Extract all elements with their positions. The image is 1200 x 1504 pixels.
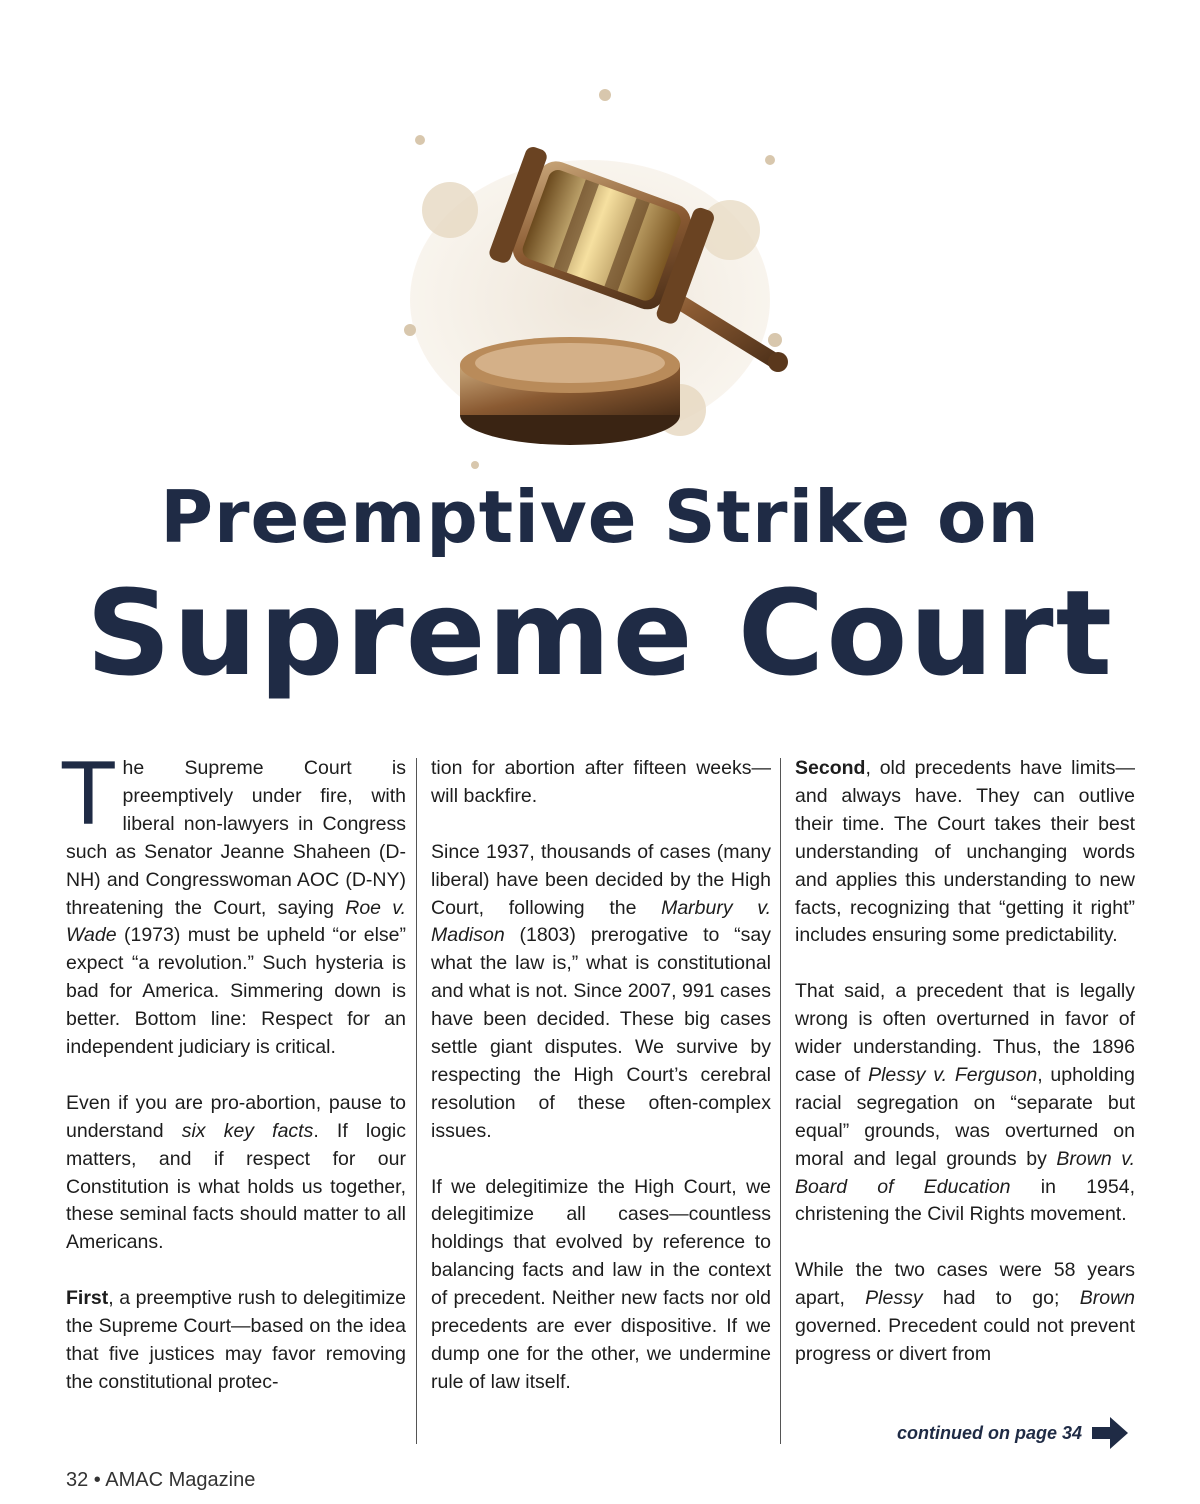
article-column-1 bbox=[62, 745, 406, 1425]
point-label: Second bbox=[795, 757, 866, 779]
case-name: Plessy v. Ferguson bbox=[868, 1063, 1038, 1086]
emphasis: six key facts bbox=[181, 1119, 314, 1142]
case-name: Roe v. Wade bbox=[66, 896, 406, 947]
text: had to go; bbox=[922, 1287, 1080, 1310]
case-name: Marbury v. Madison bbox=[431, 896, 771, 947]
text: , upholding racial segregation on “separate but equal” grounds, was overturned on moral and legal grounds by bbox=[795, 1063, 1135, 1170]
paragraph bbox=[66, 1090, 406, 1257]
case-name: Brown bbox=[1079, 1287, 1135, 1310]
text: in 1954, christening the Civil Rights movement. bbox=[795, 1175, 1135, 1226]
paragraph: If we delegitimize the High Court, we delegitimize all cases—countless holdings that evolved by reference to balancing facts and law in the context of precedent. Neither new facts nor old precedents are ever dispositive. If we dump one for the other, we undermine rule of law itself. bbox=[431, 1175, 771, 1393]
continued-link[interactable] bbox=[897, 1415, 1130, 1451]
text: Since 1937, thousands of cases (many liberal) have been decided by the High Court, following the bbox=[431, 840, 771, 919]
paragraph bbox=[795, 755, 1135, 950]
text: he Supreme Court is preemptively under fire, with liberal non-lawyers in Congress such as Senator Jeanne Shaheen (D-NH) and Congresswoman AOC (D-NY) threatening the Court, saying bbox=[66, 757, 406, 919]
column-divider bbox=[416, 758, 417, 1444]
headline-line-1: Preemptive Strike on bbox=[160, 475, 1040, 559]
text: , a preemptive rush to delegitimize the Supreme Court—based on the idea that five justices may favor removing the constitutional protec- bbox=[66, 1287, 406, 1393]
text: Even if you are pro-abortion, pause to understand bbox=[66, 1091, 406, 1142]
text: (1973) must be upheld “or else” expect “a revolution.” Such hysteria is bad for America. Simmering down is better. Bottom line: Respect for an independent judiciary is critical. bbox=[66, 924, 406, 1059]
page-footer: 32 • AMAC Magazine bbox=[66, 1469, 256, 1491]
gavel-illustration bbox=[380, 80, 800, 470]
headline-line-2: Supreme Court bbox=[85, 564, 1115, 702]
text: . If logic matters, and if respect for our Constitution is what holds us together, these seminal facts should matter to all Americans. bbox=[66, 1119, 406, 1254]
text: , old precedents have limits—and always have. They can outlive their time. The Court takes their best understanding of unchanging words and applies this understanding to new facts, recognizing that “getting it right” includes ensuring some predictability. bbox=[795, 757, 1135, 947]
case-name: Brown v. Board of Education bbox=[795, 1147, 1135, 1198]
text: (1803) prerogative to “say what the law is,” what is constitutional and what is not. Since 2007, 991 cases have been decided. These big cases settle giant disputes. We survive by respecting the High Court’s cerebral resolution of these often-complex issues. bbox=[431, 924, 771, 1142]
paragraph bbox=[795, 978, 1135, 1229]
paragraph bbox=[795, 1257, 1135, 1369]
point-label: First bbox=[66, 1287, 109, 1310]
paragraph: tion for abortion after fifteen weeks—will backfire. bbox=[431, 757, 771, 807]
paragraph bbox=[62, 745, 406, 1062]
case-name: Plessy bbox=[865, 1287, 923, 1310]
paragraph bbox=[66, 1285, 406, 1397]
arrow-right-icon bbox=[1090, 1415, 1130, 1451]
paragraph bbox=[431, 839, 771, 1146]
article-column-3 bbox=[795, 755, 1135, 1397]
article-column-2 bbox=[431, 755, 771, 1425]
text: That said, a precedent that is legally wrong is often overturned in favor of wider understanding. Thus, the 1896 case of bbox=[795, 980, 1135, 1086]
text: governed. Precedent could not prevent progress or divert from bbox=[795, 1315, 1135, 1365]
continued-label: continued on page 34 bbox=[896, 1422, 1082, 1443]
drop-cap: T bbox=[62, 745, 115, 845]
column-divider bbox=[780, 758, 781, 1444]
text: While the two cases were 58 years apart, bbox=[795, 1259, 1135, 1310]
